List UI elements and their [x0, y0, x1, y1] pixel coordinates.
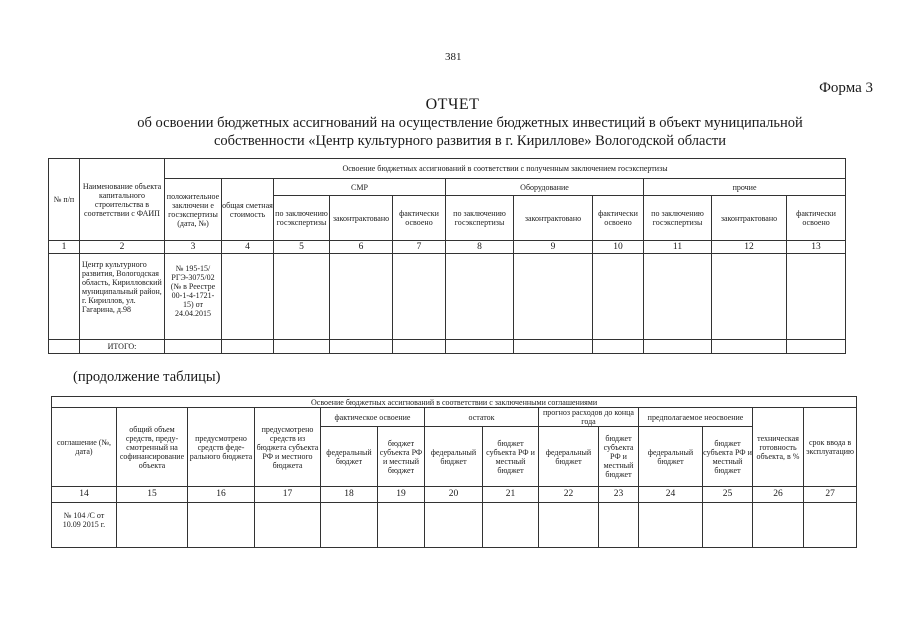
cell-empty [446, 340, 514, 354]
header-forecast: прогноз расходов до конца года [539, 408, 639, 427]
cell-empty [753, 503, 804, 548]
form-label: Форма 3 [819, 80, 873, 96]
column-number: 17 [255, 487, 321, 503]
column-number: 24 [639, 487, 703, 503]
main-report-table [48, 158, 846, 354]
header-actual-federal: федеральный бюджет [321, 427, 378, 487]
header-smr-by-conclusion: по заключению госэкспертизы [274, 196, 330, 241]
table-row [52, 503, 857, 548]
column-number-row [52, 487, 857, 503]
group-header-conclusion: Освоение бюджетных ассигнований в соответствии с полученным заключением госэкспертизы [165, 159, 846, 179]
report-title: ОТЧЕТ [425, 96, 480, 113]
table-row [49, 254, 846, 340]
column-number: 8 [446, 241, 514, 254]
cell-empty [483, 503, 539, 548]
object-name-cell: Центр культурного развития, Вологодская область, Кирилловский муниципальный район, г. Кириллов, ул. Гагарина, д.98 [80, 254, 165, 340]
column-number: 9 [514, 241, 593, 254]
header-remainder-federal: федеральный бюджет [425, 427, 483, 487]
cell-empty [599, 503, 639, 548]
column-number: 14 [52, 487, 117, 503]
cell-empty [644, 254, 712, 340]
cell-empty [514, 254, 593, 340]
cell-empty [712, 254, 787, 340]
header-planned-federal: предусмотрено средств федерального бюджета [188, 408, 255, 487]
header-unused-subject: бюджет субъекта РФ и местный бюджет [703, 427, 753, 487]
cell-empty [446, 254, 514, 340]
cell-empty [274, 254, 330, 340]
report-subtitle: об освоении бюджетных ассигнований на осуществление бюджетных инвестиций в объект муниципальной собственности «Центр культурного развития в г. Кириллове» Вологодской области [137, 115, 803, 149]
cell-empty [593, 254, 644, 340]
header-forecast-federal: федеральный бюджет [539, 427, 599, 487]
cell-empty [644, 340, 712, 354]
cell-empty [703, 503, 753, 548]
continued-label: (продолжение таблицы) [73, 369, 221, 385]
header-eq-actual: фактически освоено [593, 196, 644, 241]
total-label: ИТОГО: [80, 340, 165, 354]
cell-empty [393, 340, 446, 354]
cell-empty [222, 340, 274, 354]
column-number: 21 [483, 487, 539, 503]
column-number: 15 [117, 487, 188, 503]
header-object-name: Наименование объекта капитального строительства в соответствии с ФАИП [80, 159, 165, 241]
column-number: 1 [49, 241, 80, 254]
column-number: 12 [712, 241, 787, 254]
cell-empty [787, 254, 846, 340]
cell-empty [514, 340, 593, 354]
header-remainder: остаток [425, 408, 539, 427]
total-row [49, 340, 846, 354]
cell-empty [787, 340, 846, 354]
header-expected-unused: предполагаемое неосвоение [639, 408, 753, 427]
header-positive-conclusion: положительное заключени е госэкспертизы (дата, №) [165, 179, 222, 241]
cell-empty [222, 254, 274, 340]
column-number: 7 [393, 241, 446, 254]
page-number: 381 [445, 51, 462, 63]
column-number: 16 [188, 487, 255, 503]
header-equipment: Оборудование [446, 179, 644, 196]
header-smr-actual: фактически освоено [393, 196, 446, 241]
column-number: 26 [753, 487, 804, 503]
cell-empty [378, 503, 425, 548]
cell-empty [49, 340, 80, 354]
header-deadline: срок ввода в эксплуатацию [804, 408, 857, 487]
cell-empty [274, 340, 330, 354]
header-readiness: техническая готовность объекта, в % [753, 408, 804, 487]
column-number: 19 [378, 487, 425, 503]
header-actual: фактическое освоение [321, 408, 425, 427]
header-smr-contracted: законтрактовано [330, 196, 393, 241]
header-other-actual: фактически освоено [787, 196, 846, 241]
column-number: 2 [80, 241, 165, 254]
cell-empty [639, 503, 703, 548]
agreement-cell: № 104 /С от 10.09 2015 г. [52, 503, 117, 548]
cell-empty [49, 254, 80, 340]
cell-empty [804, 503, 857, 548]
column-number: 23 [599, 487, 639, 503]
cell-empty [330, 254, 393, 340]
header-other: прочие [644, 179, 846, 196]
cell-empty [425, 503, 483, 548]
header-eq-by-conclusion: по заключению госэкспертизы [446, 196, 514, 241]
header-smr: СМР [274, 179, 446, 196]
cell-empty [393, 254, 446, 340]
column-number: 22 [539, 487, 599, 503]
cell-empty [593, 340, 644, 354]
header-other-by-conclusion: по заключению госэкспертизы [644, 196, 712, 241]
cell-empty [321, 503, 378, 548]
column-number: 27 [804, 487, 857, 503]
column-number: 20 [425, 487, 483, 503]
header-total-volume: общий объем средств, предусмотренный на софинансирование объекта [117, 408, 188, 487]
column-number: 11 [644, 241, 712, 254]
header-planned-subject: предусмотрено средств из бюджета субъекта РФ и местного бюджета [255, 408, 321, 487]
column-number: 6 [330, 241, 393, 254]
column-number: 13 [787, 241, 846, 254]
column-number: 10 [593, 241, 644, 254]
column-number: 25 [703, 487, 753, 503]
header-forecast-subject: бюджет субъекта РФ и местный бюджет [599, 427, 639, 487]
group-header-agreements: Освоение бюджетных ассигнований в соответствии с заключенными соглашениями [52, 397, 857, 408]
conclusion-cell: № 195-15/РГЭ-3075/02 (№ в Реестре 00-1-4-1721-15) от 24.04.2015 [165, 254, 222, 340]
cell-empty [255, 503, 321, 548]
header-remainder-subject: бюджет субъекта РФ и местный бюджет [483, 427, 539, 487]
cell-empty [188, 503, 255, 548]
cell-empty [117, 503, 188, 548]
header-other-contracted: законтрактовано [712, 196, 787, 241]
column-number: 18 [321, 487, 378, 503]
column-number: 4 [222, 241, 274, 254]
header-unused-federal: федеральный бюджет [639, 427, 703, 487]
column-number: 3 [165, 241, 222, 254]
cell-empty [712, 340, 787, 354]
cell-empty [539, 503, 599, 548]
column-number: 5 [274, 241, 330, 254]
cell-empty [330, 340, 393, 354]
header-actual-subject: бюджет субъекта РФ и местный бюджет [378, 427, 425, 487]
header-total-cost: общая сметная стоимость [222, 179, 274, 241]
column-number-row [49, 241, 846, 254]
continuation-table [51, 396, 857, 548]
header-no: № п/п [49, 159, 80, 241]
cell-empty [165, 340, 222, 354]
header-eq-contracted: законтрактовано [514, 196, 593, 241]
header-agreement: соглашение (№, дата) [52, 408, 117, 487]
